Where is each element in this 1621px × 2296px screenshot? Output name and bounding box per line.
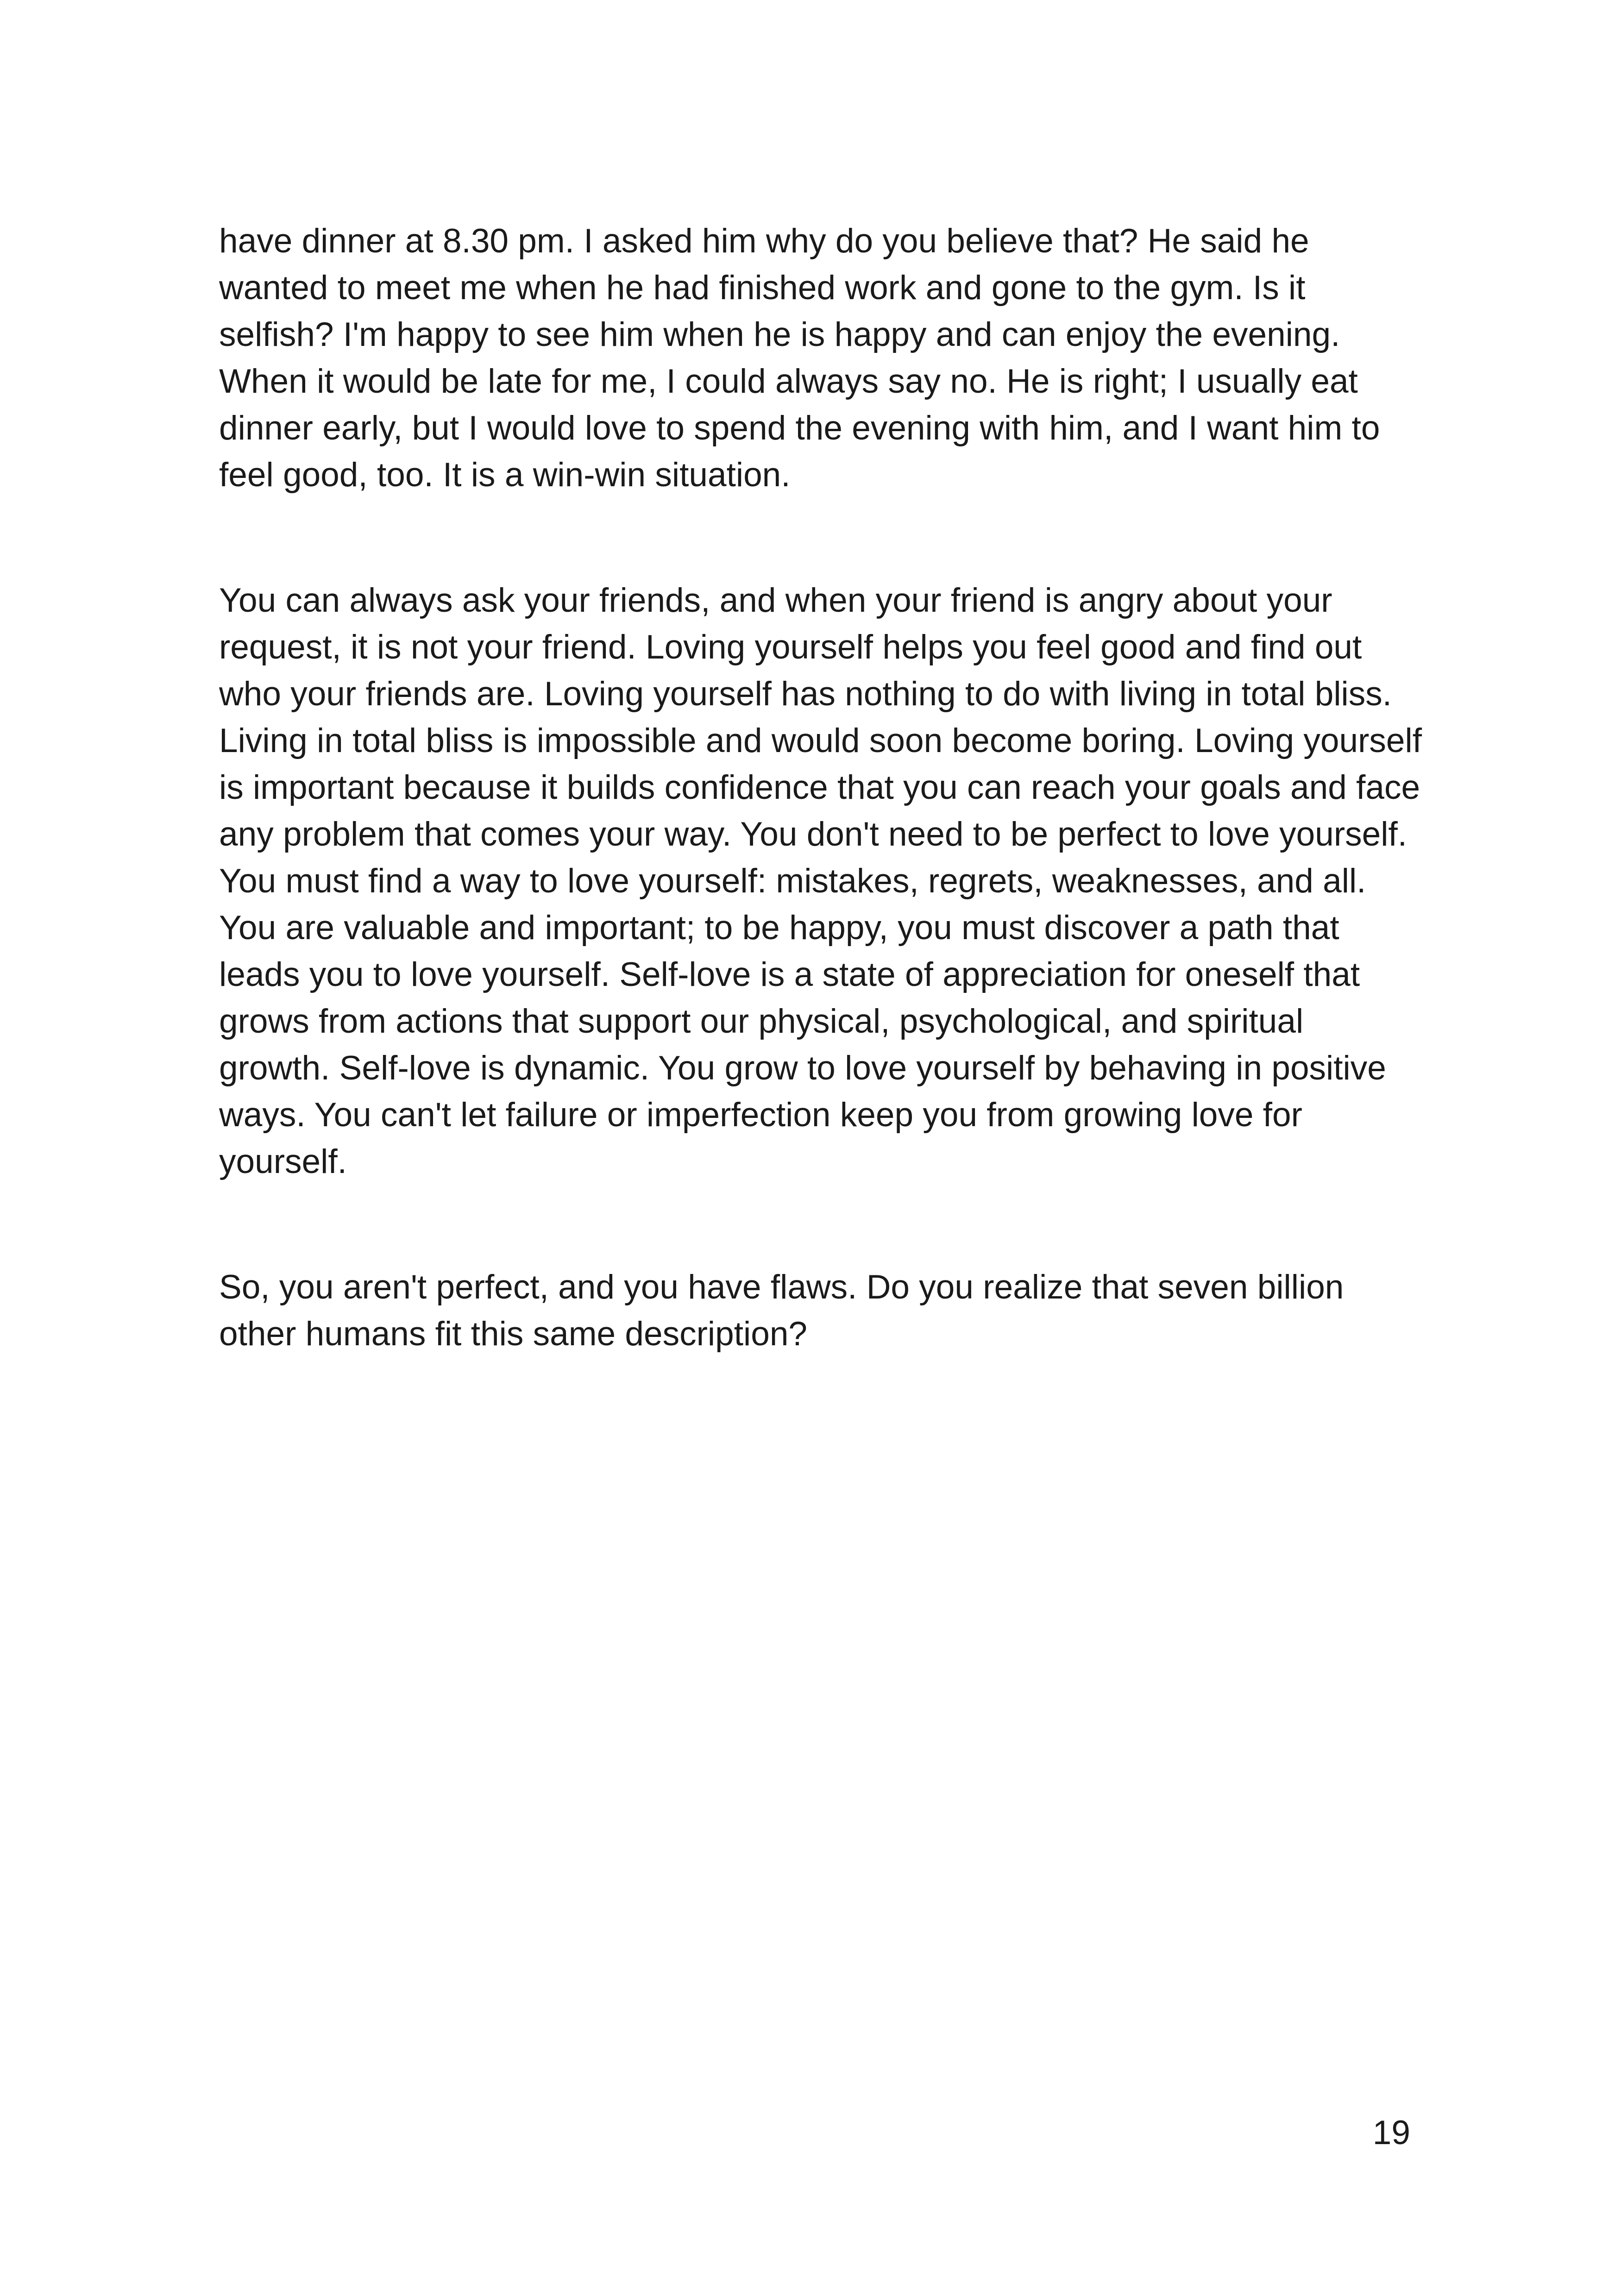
page-number: 19 xyxy=(1372,2114,1410,2152)
paragraph-2: You can always ask your friends, and when your friend is angry about your request, it is not your friend. Loving yourself helps you feel good and find out who your friends are. Loving yourself has nothing to do with living in total bliss. Living in total bliss is impossible and would soon become boring. Loving yourself is important because it builds confidence that you can reach your goals and face any problem that comes your way. You don't need to be perfect to love yourself. You must find a way to love yourself: mistakes, regrets, weaknesses, and all. You are valuable and important; to be happy, you must discover a path that leads you to love yourself. Self-love is a state of appreciation for oneself that grows from actions that support our physical, psychological, and spiritual growth. Self-love is dynamic. You grow to love yourself by behaving in positive ways. You can't let failure or imperfection keep you from growing love for yourself. xyxy=(219,582,1422,1180)
paragraph-3: So, you aren't perfect, and you have flaws. Do you realize that seven billion other humans fit this same description? xyxy=(219,1268,1344,1353)
paragraph-1: have dinner at 8.30 pm. I asked him why do you believe that? He said he wanted to meet me when he had finished work and gone to the gym. Is it selfish? I'm happy to see him when he is happy and can enjoy the evening. When it would be late for me, I could always say no. He is right; I usually eat dinner early, but I would love to spend the evening with him, and I want him to feel good, too. It is a win-win situation. xyxy=(219,222,1380,494)
body-text xyxy=(219,218,1423,1436)
